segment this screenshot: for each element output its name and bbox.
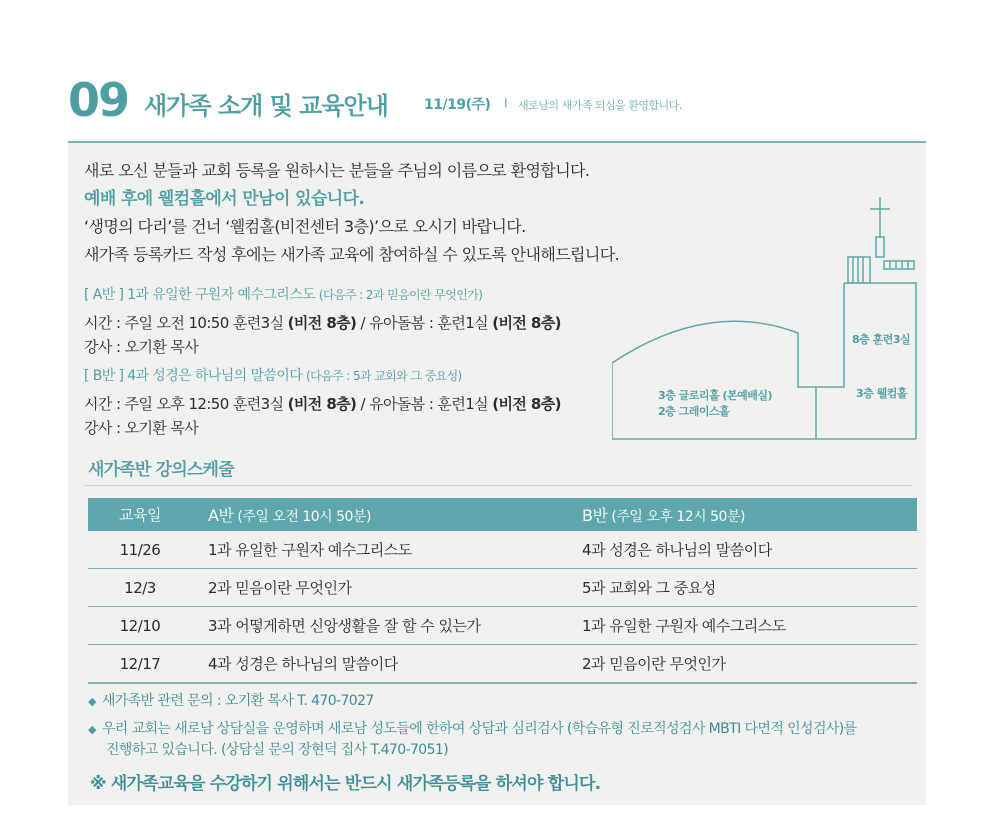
row-class-a: 2과 믿음이란 무엇인가: [192, 569, 566, 607]
counsel-text-2: 진행하고 있습니다. (상담실 문의 장현덕 집사 T.470-7051): [106, 742, 449, 758]
class-b-time-text: 시간 : 주일 오후 12:50 훈련3실: [84, 395, 288, 413]
section-number: 09: [68, 73, 129, 127]
intro-line-4: 새가족 등록카드 작성 후에는 새가족 교육에 참여하실 수 있도록 안내해드립니다.: [84, 245, 620, 264]
row-class-b: 2과 믿음이란 무엇인가: [566, 645, 917, 684]
row-class-a: 1과 유일한 구원자 예수그리스도: [192, 531, 566, 569]
registration-warning: ※ 새가족교육을 수강하기 위해서는 반드시 새가족등록을 하셔야 합니다.: [90, 774, 601, 794]
schedule-header-row: [88, 498, 917, 531]
row-class-b: 5과 교회와 그 중요성: [566, 569, 917, 607]
intro-text: [84, 157, 619, 269]
label-3f-welcome: 3층 웰컴홀: [856, 387, 907, 400]
content-panel: [68, 143, 926, 805]
header-class-b: [566, 498, 917, 531]
section-header: [68, 70, 926, 132]
row-day: 12/17: [88, 645, 192, 684]
table-row: [88, 607, 917, 645]
class-a-care-text: / 유아돌봄 : 훈련1실: [356, 314, 493, 332]
row-day: 12/10: [88, 607, 192, 645]
class-b-time: [84, 392, 561, 416]
class-b-title: [ B반 ] 4과 성경은 하나님의 말씀이다: [84, 368, 303, 384]
class-a-teacher: 강사 : 오기환 목사: [84, 338, 199, 356]
label-2f-grace: 2층 그레이스홀: [658, 405, 730, 418]
label-8f-training: 8층 훈련3실: [852, 333, 911, 346]
table-row: [88, 531, 917, 569]
intro-line-1: 새로 오신 분들과 교회 등록을 원하시는 분들을 주님의 이름으로 환영합니다.: [84, 161, 590, 180]
header-class-a: [192, 498, 566, 531]
class-a-floor: (비전 8층): [287, 314, 357, 332]
class-b-next: (다음주 : 5과 교회와 그 중요성): [306, 369, 462, 383]
header-class-a-label: A반: [208, 506, 234, 525]
row-class-a: 4과 성경은 하나님의 말씀이다: [192, 645, 566, 684]
header-separator: I: [504, 96, 508, 110]
class-b-care-floor: (비전 8층): [492, 395, 561, 413]
label-3f-glory: 3층 글로리홀 (본예배실): [658, 389, 773, 402]
class-a-next: (다음주 : 2과 믿음이란 무엇인가): [318, 288, 483, 302]
row-class-b: 1과 유일한 구원자 예수그리스도: [566, 607, 917, 645]
contact-text: 새가족반 관련 문의 : 오기환 목사 T. 470-7027: [101, 693, 374, 709]
section-date: 11/19(주): [424, 97, 491, 113]
contact-note: [88, 691, 374, 712]
table-row: [88, 645, 917, 684]
class-a-time: [84, 311, 561, 335]
section-subtitle: 새로남의 새가족 되심을 환영합니다.: [518, 99, 682, 112]
header-class-b-time: (주일 오후 12시 50분): [607, 509, 745, 525]
building-diagram: [612, 195, 922, 449]
class-b-teacher: 강사 : 오기환 목사: [84, 419, 199, 437]
class-a-care-floor: (비전 8층): [492, 314, 561, 332]
header-class-a-time: (주일 오전 10시 50분): [233, 509, 371, 525]
class-b-floor: (비전 8층): [287, 395, 357, 413]
class-a-info: [84, 283, 561, 359]
class-a-title: [ A반 ] 1과 유일한 구원자 예수그리스도: [84, 287, 316, 303]
schedule-title: 새가족반 강의스케줄: [88, 460, 234, 480]
row-class-a: 3과 어떻게하면 신앙생활을 잘 할 수 있는가: [192, 607, 566, 645]
class-b-care-text: / 유아돌봄 : 훈련1실: [356, 395, 493, 413]
schedule-divider: [84, 485, 912, 486]
diamond-bullet-icon: ◆: [88, 695, 96, 708]
class-b-info: [84, 364, 561, 440]
class-a-time-text: 시간 : 주일 오전 10:50 훈련3실: [84, 314, 288, 332]
table-row: [88, 569, 917, 607]
schedule-table: [88, 498, 917, 684]
row-class-b: 4과 성경은 하나님의 말씀이다: [566, 531, 917, 569]
diamond-bullet-icon: ◆: [88, 723, 96, 736]
intro-line-3: ‘생명의 다리’를 건너 ‘웰컴홀(비전센터 3층)’으로 오시기 바랍니다.: [84, 217, 526, 236]
counsel-text-1: 우리 교회는 새로남 상담실을 운영하며 새로남 성도들에 한하여 상담과 심리검사 (학습유형 진로적성검사 MBTI 다면적 인성검사)를: [101, 721, 857, 737]
row-day: 12/3: [88, 569, 192, 607]
row-day: 11/26: [88, 531, 192, 569]
counsel-note: [88, 719, 918, 760]
section-title: 새가족 소개 및 교육안내: [144, 92, 388, 120]
header-class-b-label: B반: [582, 506, 608, 525]
class-a-heading: [84, 283, 561, 307]
intro-highlight: 예배 후에 웰컴홀에서 만남이 있습니다.: [84, 189, 365, 209]
class-b-heading: [84, 364, 561, 388]
header-day: 교육일: [88, 498, 192, 531]
